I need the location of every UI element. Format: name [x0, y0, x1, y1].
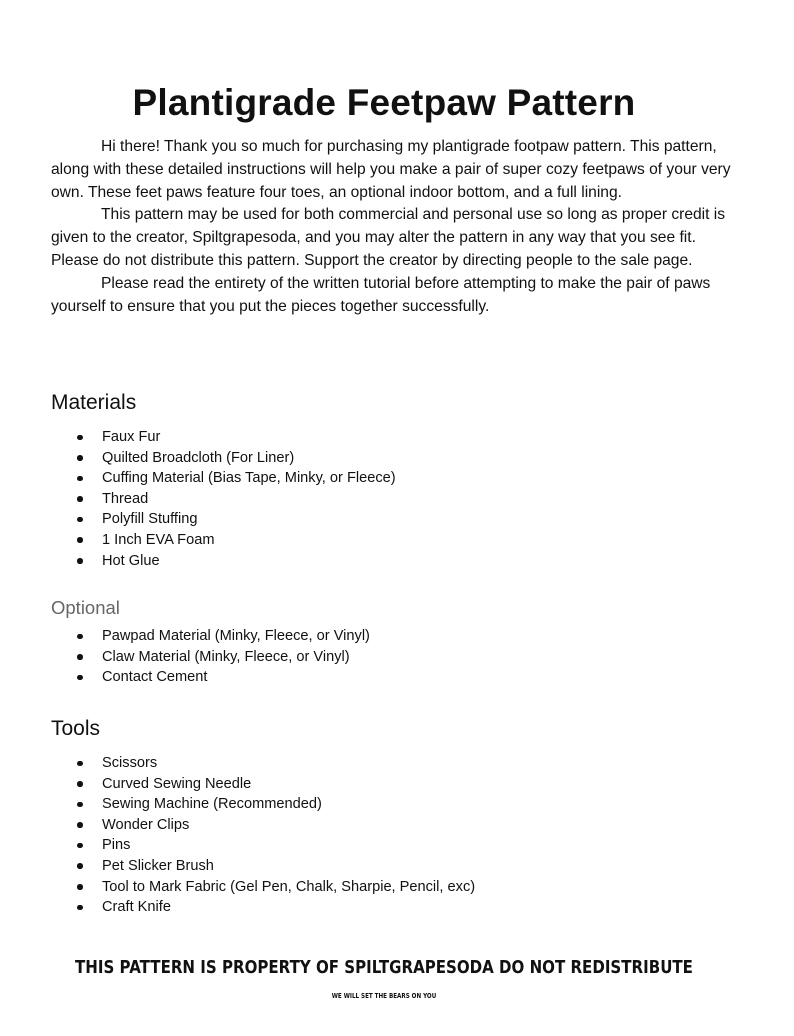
list-item: Pawpad Material (Minky, Fleece, or Vinyl): [51, 626, 701, 647]
list-item: Hot Glue: [51, 551, 701, 572]
bullet-icon: [77, 822, 83, 828]
list-item: Wonder Clips: [51, 815, 701, 836]
copyright-notice: THIS PATTERN IS PROPERTY OF SPILTGRAPESODA DO NOT REDISTRIBUTE: [75, 958, 693, 978]
bullet-icon: [77, 781, 83, 787]
bullet-icon: [77, 435, 83, 441]
list-item: Scissors: [51, 753, 701, 774]
list-item: Pet Slicker Brush: [51, 856, 701, 877]
bullet-icon: [77, 802, 83, 808]
bullet-icon: [77, 455, 83, 461]
bullet-icon: [77, 863, 83, 869]
list-item: Cuffing Material (Bias Tape, Minky, or Fleece): [51, 468, 701, 489]
list-item: Sewing Machine (Recommended): [51, 794, 701, 815]
list-item: Tool to Mark Fabric (Gel Pen, Chalk, Sharpie, Pencil, exc): [51, 877, 701, 898]
list-item: Quilted Broadcloth (For Liner): [51, 448, 701, 469]
list-item: Claw Material (Minky, Fleece, or Vinyl): [51, 647, 701, 668]
bullet-icon: [77, 634, 83, 640]
list-item: 1 Inch EVA Foam: [51, 530, 701, 551]
optional-heading: Optional: [51, 597, 120, 618]
intro-paragraph: Please read the entirety of the written tutorial before attempting to make the pair of paws yourself to ensure that you put the pieces together successfully.: [51, 274, 711, 315]
bullet-icon: [77, 496, 83, 502]
page-title: Plantigrade Feetpaw Pattern: [132, 82, 636, 123]
list-item: Polyfill Stuffing: [51, 509, 701, 530]
footer-tagline: WE WILL SET THE BEARS ON YOU: [331, 992, 437, 1000]
bullet-icon: [77, 537, 83, 543]
materials-list: [51, 427, 701, 571]
tools-heading: Tools: [51, 717, 101, 740]
list-item: Faux Fur: [51, 427, 701, 448]
intro-section: [51, 136, 741, 318]
bullet-icon: [77, 905, 83, 911]
optional-list: [51, 626, 701, 688]
list-item: Curved Sewing Needle: [51, 774, 701, 795]
list-item: Pins: [51, 835, 701, 856]
list-item: Craft Knife: [51, 897, 701, 918]
list-item: Thread: [51, 489, 701, 510]
bullet-icon: [77, 654, 83, 660]
bullet-icon: [77, 517, 83, 523]
list-item: Contact Cement: [51, 667, 701, 688]
intro-paragraph: This pattern may be used for both commercial and personal use so long as proper credit is given to the creator, Spiltgrapesoda, and you may alter the pattern in any way that you see fit. Please do not distribute this pattern. Support the creator by directing people to the sale page.: [51, 206, 726, 269]
bullet-icon: [77, 843, 83, 849]
bullet-icon: [77, 476, 83, 482]
materials-heading: Materials: [51, 391, 137, 414]
tools-list: [51, 753, 701, 918]
bullet-icon: [77, 558, 83, 564]
bullet-icon: [77, 884, 83, 890]
bullet-icon: [77, 675, 83, 681]
bullet-icon: [77, 761, 83, 767]
intro-paragraph: Hi there! Thank you so much for purchasing my plantigrade footpaw pattern. This pattern, along with these detailed instructions will help you make a pair of super cozy feetpaws of your very own. These feet paws feature four toes, an optional indoor bottom, and a full lining.: [51, 138, 731, 201]
